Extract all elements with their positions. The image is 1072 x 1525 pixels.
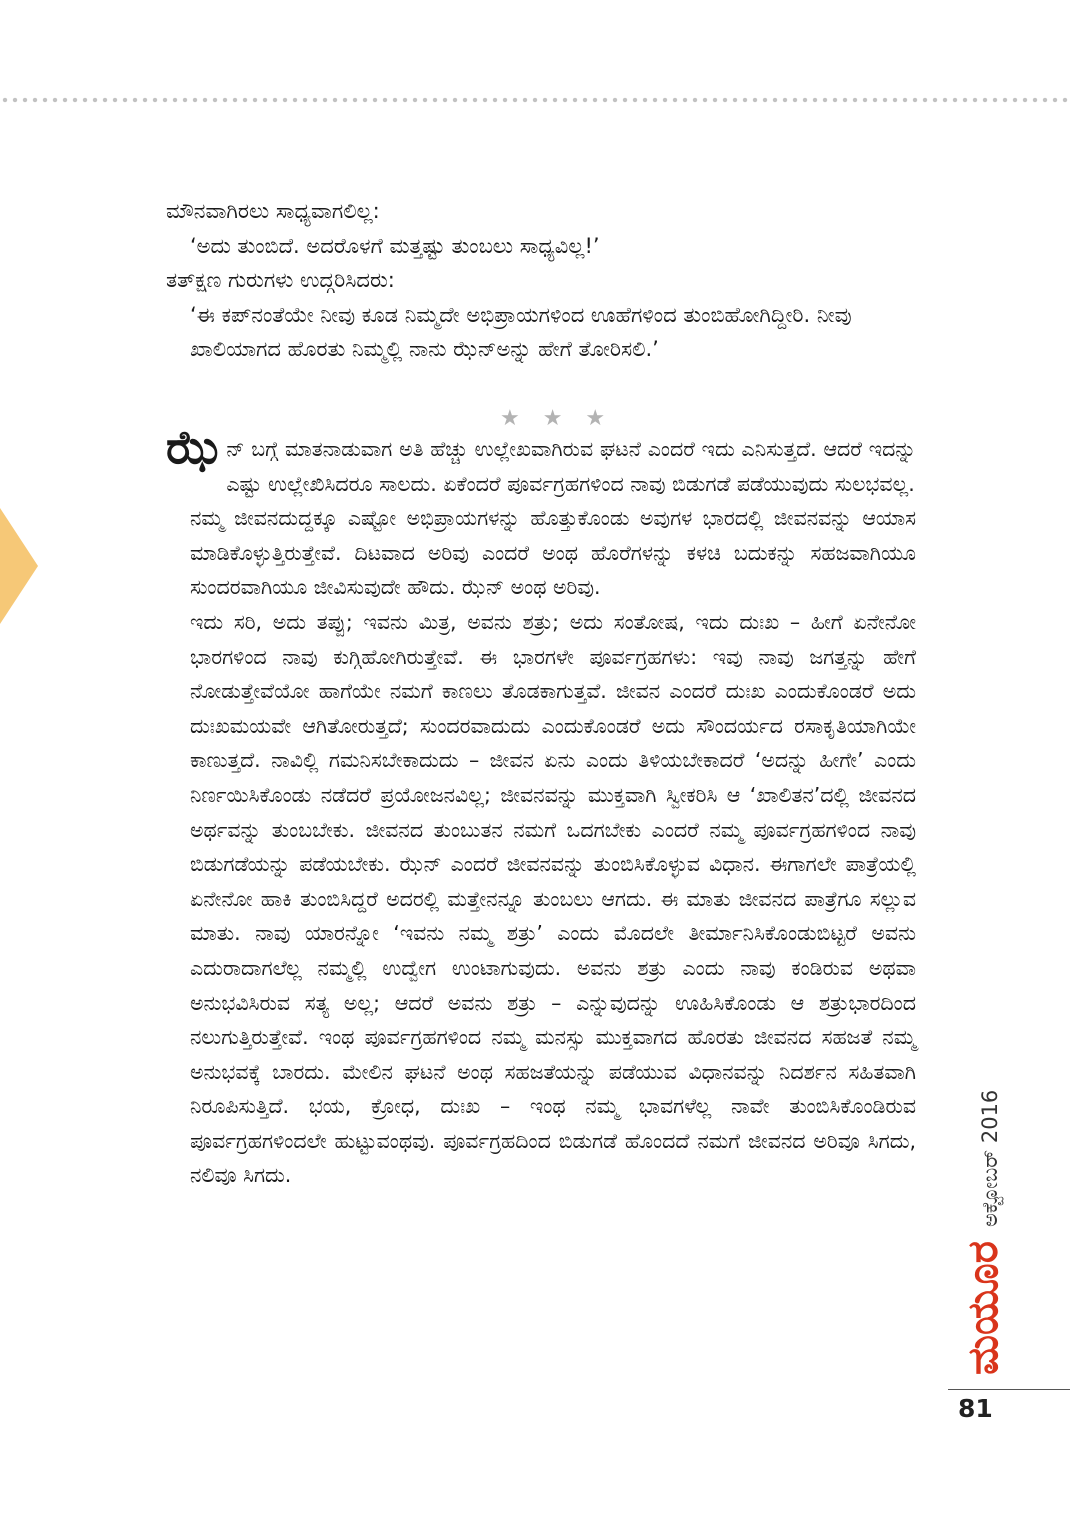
magazine-masthead-vertical [958,1090,1008,1375]
verse-line: ಮೌನವಾಗಿರಲು ಸಾಧ್ಯವಾಗಲಿಲ್ಲ: [166,199,380,223]
magazine-name: ಮಯೂರ [958,1241,1007,1375]
paragraph-3: ಇದು ಸರಿ, ಅದು ತಪ್ಪು; ಇವನು ಮಿತ್ರ, ಅವನು ಶತ್ರು; ಅದು ಸಂತೋಷ, ಇದು ದುಃಖ – ಹೀಗೆ ಏನೇನೋ ಭಾರಗಳಿಂದ ನಾವು ಕುಗ್ಗಿಹೋಗಿರುತ್ತೇವೆ. ಈ ಭಾರಗಳೇ ಪೂರ್ವಗ್ರಹಗಳು: ಇವು ನಾವು ಜಗತ್ತನ್ನು ಹೇಗೆ ನೋಡುತ್ತೇವೆಯೋ ಹಾಗೆಯೇ ನಮಗೆ ಕಾಣಲು ತೊಡಕಾಗುತ್ತವೆ. ಜೀವನ ಎಂದರೆ ದುಃಖ ಎಂದುಕೊಂಡರೆ ಅದು ದುಃಖಮಯವೇ ಆಗಿತೋರುತ್ತದೆ; ಸುಂದರವಾದುದು ಎಂದುಕೊಂಡರೆ ಅದು ಸೌಂದರ್ಯದ ರಸಾಕೃತಿಯಾಗಿಯೇ ಕಾಣುತ್ತದೆ. ನಾವಿಲ್ಲಿ ಗಮನಿಸಬೇಕಾದುದು – ಜೀವನ ಏನು ಎಂದು ತಿಳಿಯಬೇಕಾದರೆ ‘ಅದನ್ನು ಹೀಗೇ’ ಎಂದು ನಿರ್ಣಯಿಸಿಕೊಂಡು ನಡೆದರೆ ಪ್ರಯೋಜನವಿಲ್ಲ; ಜೀವನವನ್ನು ಮುಕ್ತವಾಗಿ ಸ್ವೀಕರಿಸಿ ಆ ‘ಖಾಲಿತನ’ದಲ್ಲಿ ಜೀವನದ ಅರ್ಥವನ್ನು ತುಂಬಬೇಕು. ಜೀವನದ ತುಂಬುತನ ನಮಗೆ ಒದಗಬೇಕು ಎಂದರೆ ನಮ್ಮ ಪೂರ್ವಗ್ರಹಗಳಿಂದ ನಾವು ಬಿಡುಗಡೆಯನ್ನು ಪಡೆಯಬೇಕು. ಝೆನ್ ಎಂದರೆ ಜೀವನವನ್ನು ತುಂಬಿಸಿಕೊಳ್ಳುವ ವಿಧಾನ. ಈಗಾಗಲೇ ಪಾತ್ರೆಯಲ್ಲಿ ಏನೇನೋ ಹಾಕಿ ತುಂಬಿಸಿದ್ದರೆ ಅದರಲ್ಲಿ ಮತ್ತೇನನ್ನೂ ತುಂಬಲು ಆಗದು. ಈ ಮಾತು ಜೀವನದ ಪಾತ್ರೆಗೂ ಸಲ್ಲುವ ಮಾತು. ನಾವು ಯಾರನ್ನೋ ‘ಇವನು ನಮ್ಮ ಶತ್ರು’ ಎಂದು ಮೊದಲೇ ತೀರ್ಮಾನಿಸಿಕೊಂಡುಬಿಟ್ಟರೆ ಅವನು ಎದುರಾದಾಗಲೆಲ್ಲ ನಮ್ಮಲ್ಲಿ ಉದ್ವೇಗ ಉಂಟಾಗುವುದು. ಅವನು ಶತ್ರು ಎಂದು ನಾವು ಕಂಡಿರುವ ಅಥವಾ ಅನುಭವಿಸಿರುವ ಸತ್ಯ ಅಲ್ಲ; ಆದರೆ ಅವನು ಶತ್ರು – ಎನ್ನುವುದನ್ನು ಊಹಿಸಿಕೊಂಡು ಆ ಶತ್ರುಭಾರದಿಂದ ನಲುಗುತ್ತಿರುತ್ತೇವೆ. ಇಂಥ ಪೂರ್ವಗ್ರಹಗಳಿಂದ ನಮ್ಮ ಮನಸ್ಸು ಮುಕ್ತವಾಗದ ಹೊರತು ಜೀವನದ ಸಹಜತೆ ನಮ್ಮ ಅನುಭವಕ್ಕೆ ಬಾರದು. ಮೇಲಿನ ಘಟನೆ ಅಂಥ ಸಹಜತೆಯನ್ನು ಪಡೆಯುವ ವಿಧಾನವನ್ನು ನಿದರ್ಶನ ಸಹಿತವಾಗಿ ನಿರೂಪಿಸುತ್ತಿದೆ. ಭಯ, ಕ್ರೋಧ, ದುಃಖ – ಇಂಥ ನಮ್ಮ ಭಾವಗಳೆಲ್ಲ ನಾವೇ ತುಂಬಿಸಿಕೊಂಡಿರುವ ಪೂರ್ವಗ್ರಹಗಳಿಂದಲೇ ಹುಟ್ಟುವಂಥವು. ಪೂರ್ವಗ್ರಹದಿಂದ ಬಿಡುಗಡೆ ಹೊಂದದೆ ನಮಗೆ ಜೀವನದ ಅರಿವೂ ಸಿಗದು, ನಲಿವೂ ಸಿಗದು. [190,609,916,1188]
paragraph-2: ನಮ್ಮ ಜೀವನದುದ್ದಕ್ಕೂ ಎಷ್ಟೋ ಅಭಿಪ್ರಾಯಗಳನ್ನು ಹೊತ್ತುಕೊಂಡು ಅವುಗಳ ಭಾರದಲ್ಲಿ ಜೀವನವನ್ನು ಆಯಾಸ ಮಾಡಿಕೊಳ್ಳುತ್ತಿರುತ್ತೇವೆ. ದಿಟವಾದ ಅರಿವು ಎಂದರೆ ಅಂಥ ಹೊರೆಗಳನ್ನು ಕಳಚಿ ಬದುಕನ್ನು ಸಹಜವಾಗಿಯೂ ಸುಂದರವಾಗಿಯೂ ಜೀವಿಸುವುದೇ ಹೌದು. ಝೆನ್ ಅಂಥ ಅರಿವು. [190,506,916,600]
page-number: 81 [958,1394,993,1423]
section-separator: ★ ★ ★ [500,406,614,431]
verse-line: ‘ಈ ಕಪ್‌ನಂತೆಯೇ ನೀವು ಕೂಡ ನಿಮ್ಮದೇ ಅಭಿಪ್ರಾಯಗಳಿಂದ ಊಹೆಗಳಿಂದ ತುಂಬಿಹೋಗಿದ್ದೀರಿ. ನೀವು ಖಾಲಿಯಾಗದ ಹೊರತು ನಿಮ್ಮಲ್ಲಿ ನಾನು ಝೆನ್‌ಅನ್ನು ಹೇಗೆ ತೋರಿಸಲಿ.’ [190,302,852,361]
paragraph-1 [166,420,916,501]
page-number-rule [948,1389,1070,1390]
issue-date: ಅಕ್ಟೋಬರ್ 2016 [978,1089,1002,1228]
drop-cap: ಝೆ [166,420,221,474]
verse-line: ತತ್‌ಕ್ಷಣ ಗುರುಗಳು ಉದ್ಗರಿಸಿದರು: [166,268,395,292]
verse-line: ‘ಅದು ತುಂಬಿದೆ. ಅದರೊಳಗೆ ಮತ್ತಷ್ಟು ತುಂಬಲು ಸಾಧ್ಯವಿಲ್ಲ!’ [190,233,600,258]
verse-block [166,194,906,367]
corner-decoration [0,508,38,624]
article-body [166,420,916,1193]
paragraph-text: ನ್ ಬಗ್ಗೆ ಮಾತನಾಡುವಾಗ ಅತಿ ಹೆಚ್ಚು ಉಲ್ಲೇಖವಾಗಿರುವ ಘಟನೆ ಎಂದರೆ ಇದು ಎನಿಸುತ್ತದೆ. ಆದರೆ ಇದನ್ನು ಎಷ್ಟು ಉಲ್ಲೇಖಿಸಿದರೂ ಸಾಲದು. ಏಕೆಂದರೆ ಪೂರ್ವಗ್ರಹಗಳಿಂದ ನಾವು ಬಿಡುಗಡೆ ಪಡೆಯುವುದು ಸುಲಭವಲ್ಲ. [226,437,916,496]
dotted-header-rule [0,96,1072,104]
